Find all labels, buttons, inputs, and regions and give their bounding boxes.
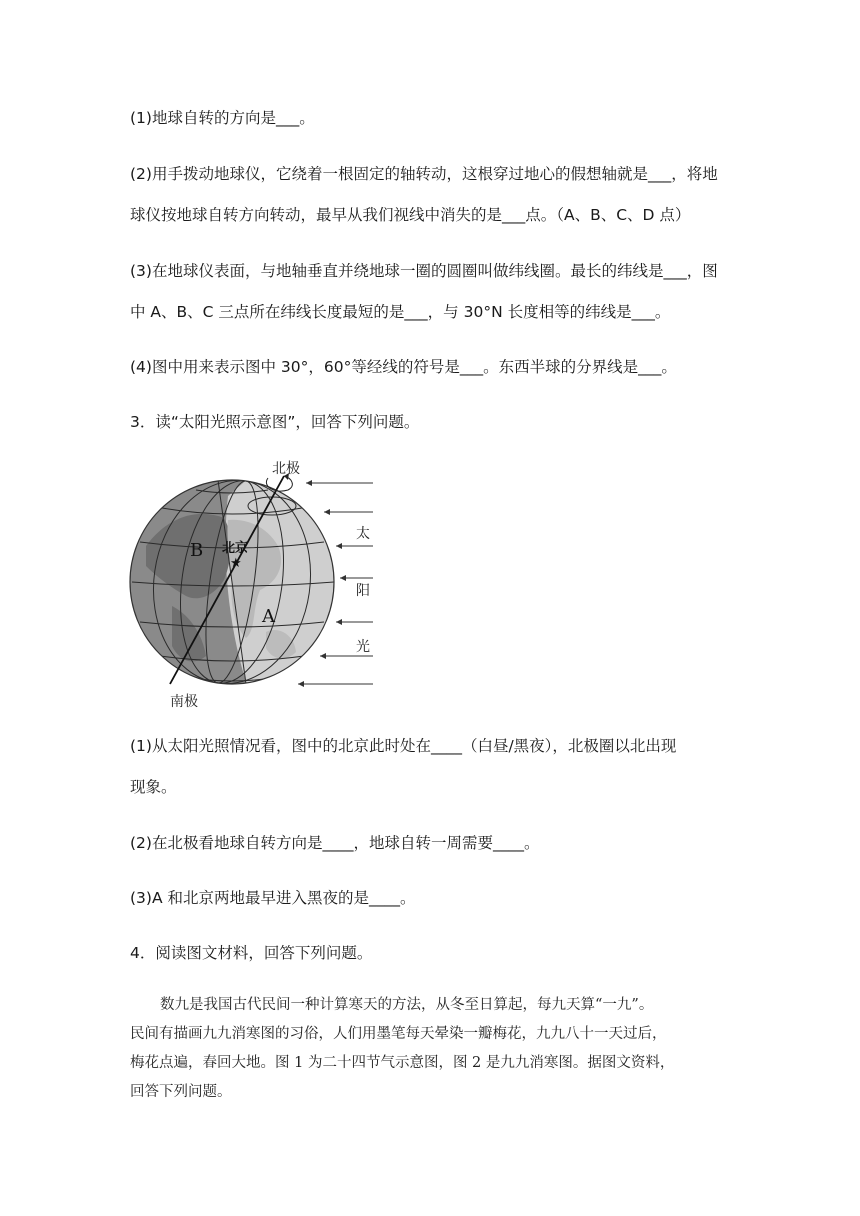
q2-sub2-line1: (2)用手拨动地球仪，它绕着一根固定的轴转动，这根穿过地心的假想轴就是___，将地 xyxy=(130,165,718,183)
passage-line: 梅花点遍，春回大地。图 1 为二十四节气示意图，图 2 是九九消寒图。据图文资料， xyxy=(130,1055,675,1071)
point-a-label: A xyxy=(262,606,275,627)
sun-label-1: 太 xyxy=(356,526,370,542)
q4-title: 4．阅读图文材料，回答下列问题。 xyxy=(130,944,373,962)
q3-sub3: (3)A 和北京两地最早进入黑夜的是____。 xyxy=(130,889,416,907)
q2-sub3-line1: (3)在地球仪表面，与地轴垂直并绕地球一圈的圆圈叫做纬线圈。最长的纬线是___，图 xyxy=(130,262,718,280)
passage-line: 回答下列问题。 xyxy=(130,1084,232,1100)
q3-title: 3．读“太阳光照示意图”，回答下列问题。 xyxy=(130,413,420,431)
sun-label-3: 光 xyxy=(356,639,370,655)
beijing-star-icon: ★ xyxy=(230,556,242,571)
beijing-label: 北京 xyxy=(222,541,249,556)
south-pole-label: 南极 xyxy=(170,694,198,710)
passage-line: 数九是我国古代民间一种计算寒天的方法，从冬至日算起，每九天算“一九”。 xyxy=(160,997,654,1013)
q2-sub4: (4)图中用来表示图中 30°，60°等经线的符号是___。东西半球的分界线是___。 xyxy=(130,358,677,376)
passage-line: 民间有描画九九消寒图的习俗，人们用墨笔每天晕染一瓣梅花，九九八十一天过后， xyxy=(130,1026,667,1042)
q2-sub2-line2: 球仪按地球自转方向转动，最早从我们视线中消失的是___点。（A、B、C、D 点） xyxy=(130,206,691,224)
sun-label-2: 阳 xyxy=(356,583,370,599)
q2-sub3-line2: 中 A、B、C 三点所在纬线长度最短的是___，与 30°N 长度相等的纬线是___。 xyxy=(130,303,671,321)
north-pole-label: 北极 xyxy=(272,461,300,477)
q3-sub1-line2: 现象。 xyxy=(130,778,177,796)
sunlight-diagram xyxy=(128,456,378,712)
q2-sub1: (1)地球自转的方向是___。 xyxy=(130,109,315,127)
q3-sub1-line1: (1)从太阳光照情况看，图中的北京此时处在____（白昼/黑夜），北极圈以北出现 xyxy=(130,737,677,755)
point-b-label: B xyxy=(190,540,204,561)
q4-passage xyxy=(130,991,730,1107)
q3-sub2: (2)在北极看地球自转方向是____，地球自转一周需要____。 xyxy=(130,834,540,852)
